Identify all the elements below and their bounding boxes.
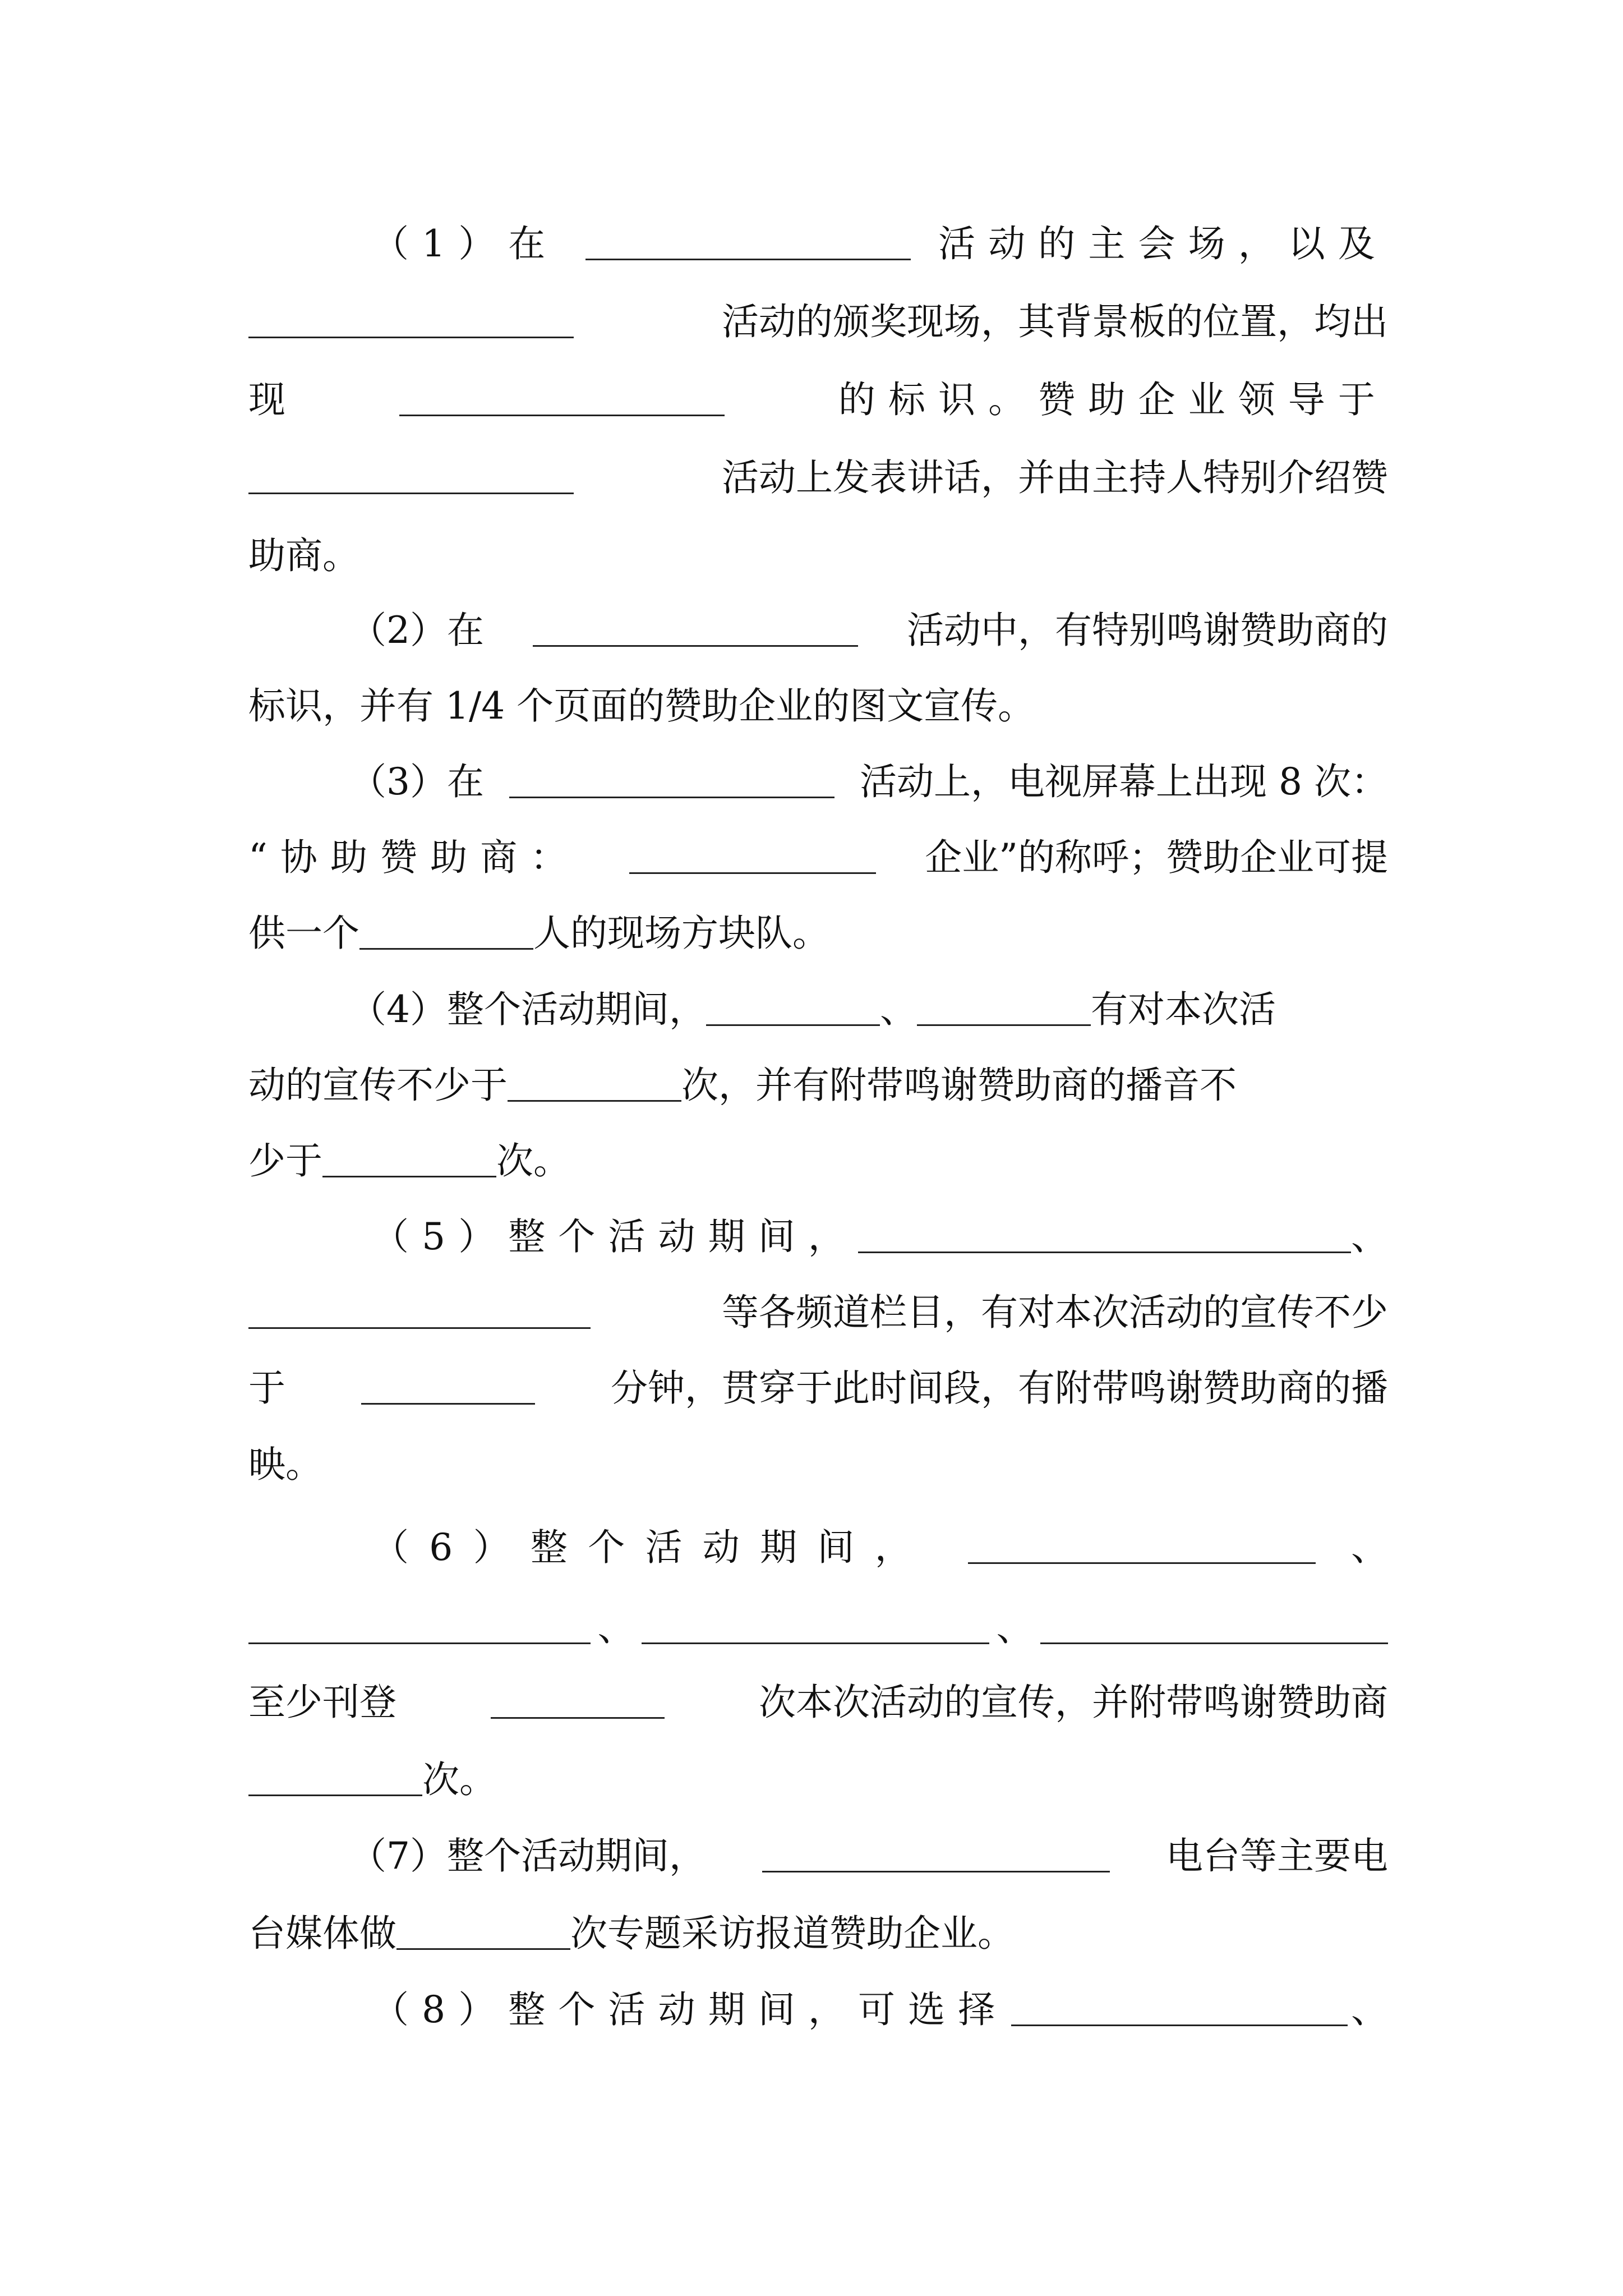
paragraph-text: （3）在: [349, 760, 484, 803]
fill-in-blank[interactable]: [509, 763, 834, 798]
paragraph-6-line-4: [248, 1749, 1388, 1811]
paragraph-4-line-3: [248, 1130, 1388, 1192]
paragraph-text: 至少刊登: [248, 1681, 396, 1724]
paragraph-text: 活动上发表讲话，并由主持人特别介绍赞: [722, 456, 1388, 499]
paragraph-text: 次。: [496, 1139, 570, 1182]
paragraph-text: 电台等主要电: [1166, 1834, 1388, 1878]
fill-in-blank[interactable]: [322, 1142, 496, 1177]
paragraph-text: 活动上，电视屏幕上出现 8 次：: [860, 760, 1388, 803]
paragraph-text: 次。: [422, 1758, 496, 1801]
paragraph-text: 、: [880, 988, 917, 1031]
paragraph-1-line-1: [248, 213, 1388, 275]
paragraph-text: （1）在: [372, 222, 559, 265]
fill-in-blank[interactable]: [248, 1294, 591, 1329]
paragraph-text: 企业”的称呼；赞助企业可提: [925, 836, 1388, 879]
fill-in-blank[interactable]: [248, 1609, 591, 1644]
fill-in-blank[interactable]: [629, 839, 876, 874]
fill-in-blank[interactable]: [585, 225, 911, 260]
paragraph-text: 台媒体做: [248, 1912, 396, 1955]
paragraph-text: 、: [1350, 1988, 1388, 2031]
paragraph-text: 助商。: [248, 534, 359, 577]
fill-in-blank[interactable]: [491, 1683, 665, 1719]
paragraph-text: （2）在: [349, 609, 484, 652]
paragraph-3-line-1: [248, 751, 1388, 813]
paragraph-5-line-4: [248, 1434, 1388, 1496]
paragraph-5-line-3: [248, 1358, 1388, 1419]
paragraph-text: （4）整个活动期间，: [349, 988, 706, 1031]
fill-in-blank[interactable]: [706, 991, 880, 1026]
paragraph-1-line-4: [248, 447, 1388, 509]
fill-in-blank[interactable]: [642, 1609, 989, 1644]
paragraph-1-line-5: [248, 525, 1388, 587]
paragraph-text: “协助赞助商：: [248, 836, 580, 879]
paragraph-text: （5）整个活动期间，: [372, 1215, 858, 1258]
paragraph-text: 于: [248, 1366, 285, 1410]
paragraph-text: 供一个: [248, 912, 359, 955]
paragraph-6-line-2: [248, 1597, 1388, 1659]
paragraph-text: 动的宣传不少于: [248, 1064, 508, 1107]
paragraph-text: 现: [248, 378, 285, 421]
paragraph-text: 活动中，有特别鸣谢赞助商的: [907, 609, 1388, 652]
paragraph-text: 活动的主会场，以及: [938, 222, 1388, 265]
paragraph-5-line-2: [248, 1282, 1388, 1343]
fill-in-blank[interactable]: [1040, 1609, 1388, 1644]
paragraph-4-line-2: [248, 1055, 1388, 1116]
paragraph-text: 、: [1351, 1526, 1388, 1569]
fill-in-blank[interactable]: [762, 1837, 1110, 1872]
paragraph-text: 人的现场方块队。: [533, 912, 829, 955]
paragraph-text: 有对本次活: [1091, 988, 1276, 1031]
paragraph-3-line-3: [248, 903, 1388, 964]
paragraph-2-line-1: [248, 600, 1388, 661]
fill-in-blank[interactable]: [248, 1761, 422, 1796]
fill-in-blank[interactable]: [533, 611, 858, 647]
paragraph-text: 标识，并有 1/4 个页面的赞助企业的图文宣传。: [248, 684, 1035, 728]
paragraph-1-line-3: [248, 369, 1388, 431]
paragraph-7-line-2: [248, 1903, 1388, 1964]
paragraph-1-line-2: [248, 291, 1388, 353]
paragraph-text: 映。: [248, 1443, 322, 1486]
paragraph-6-line-3: [248, 1672, 1388, 1733]
paragraph-text: （6）整个活动期间，: [372, 1526, 932, 1569]
fill-in-blank[interactable]: [248, 303, 574, 338]
paragraph-6-line-1: [248, 1517, 1388, 1579]
paragraph-text: 的标识。赞助企业领导于: [838, 378, 1388, 421]
paragraph-text: （8）整个活动期间，可选择: [372, 1988, 1008, 2031]
paragraph-7-line-1: [248, 1825, 1388, 1887]
paragraph-text: 次专题采访报道赞助企业。: [570, 1912, 1015, 1955]
fill-in-blank[interactable]: [1011, 1991, 1348, 2026]
fill-in-blank[interactable]: [968, 1529, 1316, 1564]
fill-in-blank[interactable]: [396, 1915, 570, 1950]
paragraph-5-line-1: [248, 1206, 1388, 1268]
fill-in-blank[interactable]: [248, 459, 574, 494]
paragraph-4-line-1: [248, 979, 1388, 1041]
paragraph-text: 、: [996, 1606, 1034, 1649]
paragraph-3-line-2: [248, 827, 1388, 889]
fill-in-blank[interactable]: [508, 1066, 681, 1102]
fill-in-blank[interactable]: [399, 381, 725, 416]
paragraph-8-line-1: [248, 1979, 1388, 2041]
paragraph-text: （7）整个活动期间，: [349, 1834, 706, 1878]
fill-in-blank[interactable]: [359, 914, 533, 950]
paragraph-text: 次，并有附带鸣谢赞助商的播音不: [681, 1064, 1237, 1107]
paragraph-text: 少于: [248, 1139, 322, 1182]
paragraph-text: 次本次活动的宣传，并附带鸣谢赞助商: [759, 1681, 1388, 1724]
paragraph-text: 等各频道栏目，有对本次活动的宣传不少: [722, 1291, 1388, 1334]
fill-in-blank[interactable]: [361, 1369, 535, 1405]
paragraph-text: 、: [597, 1606, 635, 1649]
paragraph-2-line-2: [248, 675, 1388, 737]
paragraph-text: 活动的颁奖现场，其背景板的位置，均出: [722, 300, 1388, 343]
fill-in-blank[interactable]: [917, 991, 1091, 1026]
paragraph-text: 、: [1351, 1215, 1388, 1258]
fill-in-blank[interactable]: [858, 1218, 1351, 1253]
paragraph-text: 分钟，贯穿于此时间段，有附带鸣谢赞助商的播: [611, 1366, 1388, 1410]
